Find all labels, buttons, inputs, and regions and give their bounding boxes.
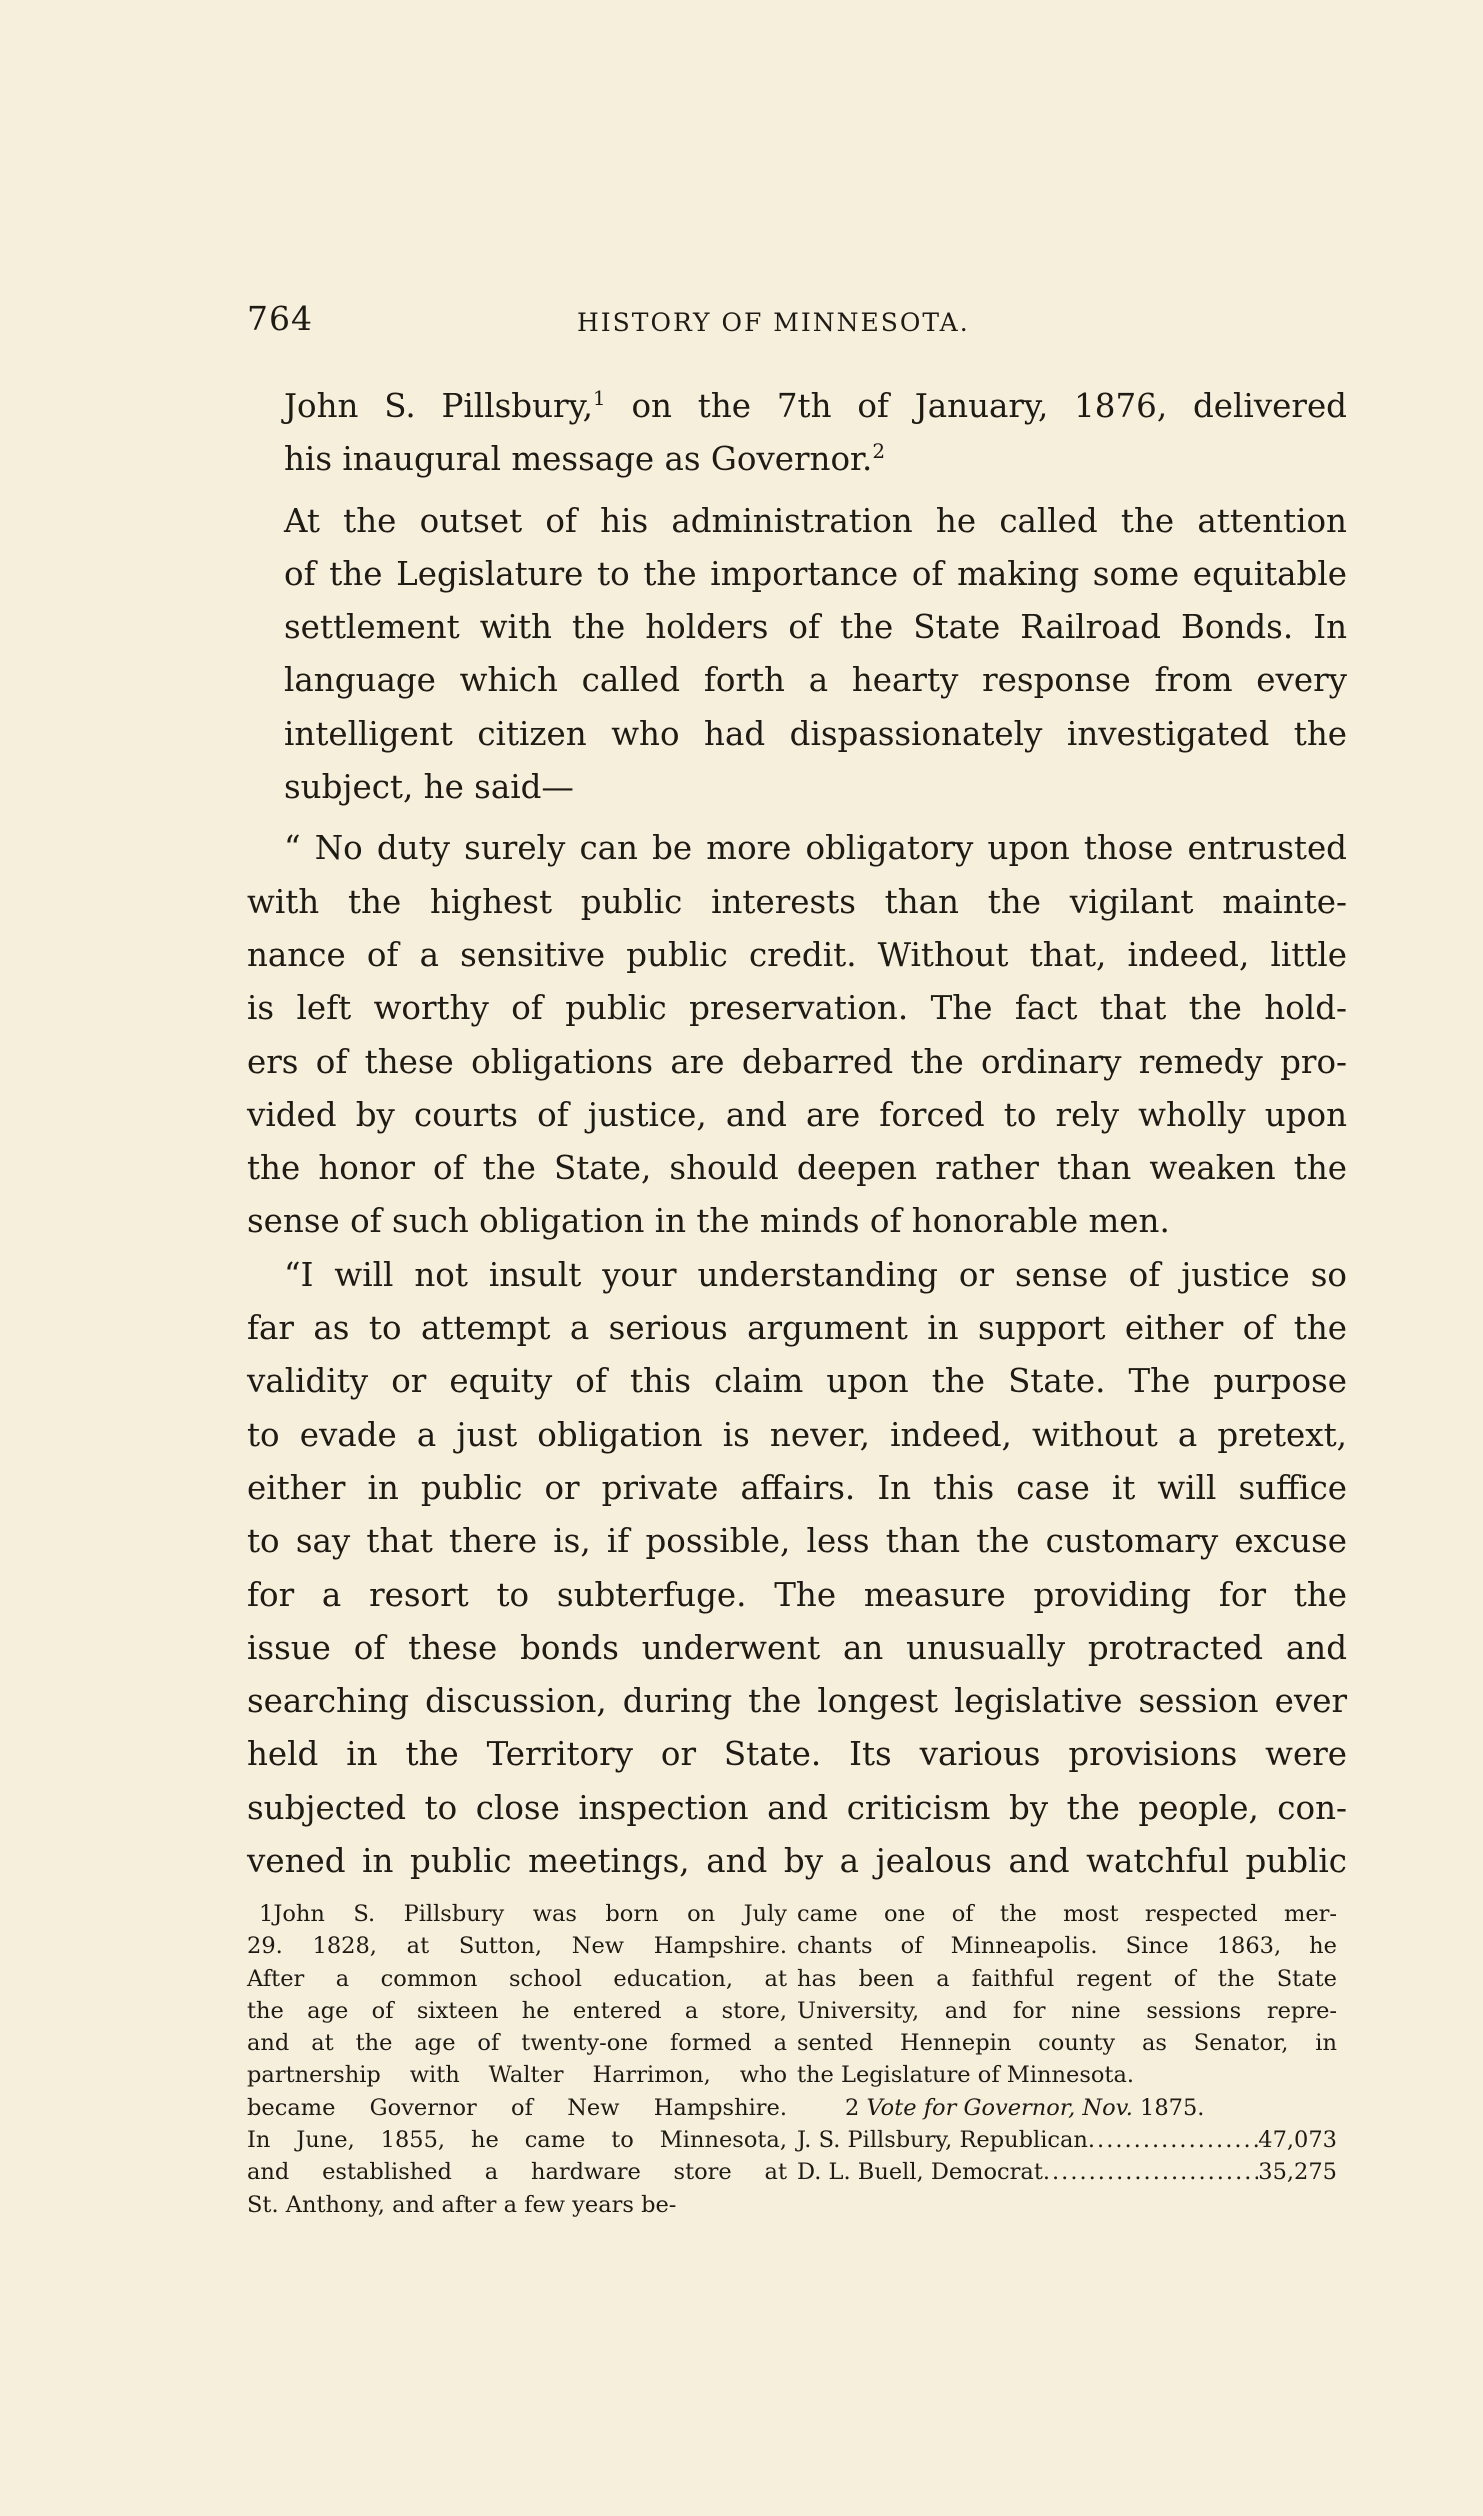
- text-line: is left worthy of public preservation. The fact that the hold-: [247, 989, 1347, 1028]
- footnote-year: 1875.: [1140, 2094, 1205, 2121]
- text-line: [247, 433, 1347, 486]
- text-line: “ No duty surely can be more obligatory upon those entrusted: [284, 829, 1347, 868]
- text-line: “I will not insult your understanding or sense of justice so: [284, 1255, 1347, 1294]
- vote-count: 47,073: [1258, 2127, 1337, 2154]
- footnote-line: 29. 1828, at Sutton, New Hampshire.: [247, 1933, 787, 1960]
- text-line: either in public or private affairs. In this case it will suffice: [247, 1468, 1347, 1507]
- text-line: the honor of the State, should deepen rather than weaken the: [247, 1149, 1347, 1188]
- footnote-line: has been a faithful regent of the State: [797, 1965, 1337, 1992]
- text-line: to evade a just obligation is never, indeed, without a pretext,: [247, 1415, 1347, 1454]
- text-span: John S. Pillsbury,: [284, 387, 593, 425]
- text-line: intelligent citizen who had dispassionately investigated the: [284, 714, 1347, 753]
- text-line: subject, he said—: [284, 768, 574, 807]
- footnote-line: the Legislature of Minnesota.: [797, 2062, 1135, 2089]
- paragraph-4-quote: [247, 1249, 1347, 1889]
- footnote-line: sented Hennepin county as Senator, in: [797, 2030, 1337, 2057]
- leader-dots: [1088, 2124, 1258, 2156]
- candidate-name: D. L. Buell, Democrat: [797, 2159, 1043, 2186]
- footnote-line: St. Anthony, and after a few years be-: [247, 2191, 677, 2218]
- vote-count: 35,275: [1258, 2159, 1337, 2186]
- candidate-name: J. S. Pillsbury, Republican: [797, 2127, 1088, 2154]
- text-line: of the Legislature to the importance of making some equitable: [284, 554, 1347, 593]
- page-number: 764: [247, 299, 313, 338]
- text-line: vided by courts of justice, and are forced to rely wholly upon: [247, 1095, 1347, 1134]
- footnote-line: and established a hardware store at: [247, 2159, 787, 2186]
- running-title: HISTORY OF MINNESOTA.: [577, 308, 970, 337]
- footnote-number: 2: [845, 2094, 860, 2121]
- footnote-line: partnership with Walter Harrimon, who: [247, 2062, 787, 2089]
- text-line: subjected to close inspection and criticism by the people, con-: [247, 1788, 1347, 1827]
- footnote-line: chants of Minneapolis. Since 1863, he: [797, 1933, 1337, 1960]
- footnote-2-heading: [797, 2092, 1337, 2124]
- text-line: nance of a sensitive public credit. Without that, indeed, little: [247, 935, 1347, 974]
- text-line: validity or equity of this claim upon the State. The purpose: [247, 1362, 1347, 1401]
- text-line: searching discussion, during the longest legislative session ever: [247, 1682, 1347, 1721]
- paragraph-1: [247, 380, 1347, 487]
- footnote-line: In June, 1855, he came to Minnesota,: [247, 2127, 787, 2154]
- body-text: [247, 380, 1347, 1888]
- vote-row: [797, 2124, 1337, 2156]
- text-line: settlement with the holders of the State Railroad Bonds. In: [284, 608, 1347, 647]
- footnote-line: After a common school education, at: [247, 1965, 787, 1992]
- text-span: on the 7th of January, 1876, delivered: [605, 387, 1347, 425]
- footnote-line: and at the age of twenty-one formed a: [247, 2030, 787, 2057]
- paragraph-3-quote: [247, 822, 1347, 1248]
- footnote-ref-1: 1: [592, 386, 606, 411]
- text-line: for a resort to subterfuge. The measure providing for the: [247, 1575, 1347, 1614]
- text-line: held in the Territory or State. Its various provisions were: [247, 1735, 1347, 1774]
- footnote-line: the age of sixteen he entered a store,: [247, 1997, 787, 2024]
- text-line: [247, 380, 1347, 433]
- text-line: to say that there is, if possible, less than the customary excuse: [247, 1522, 1347, 1561]
- text-line: ers of these obligations are debarred the ordinary remedy pro-: [247, 1042, 1347, 1081]
- footnote-line: became Governor of New Hampshire.: [247, 2094, 787, 2121]
- footnote-column-right: [797, 1898, 1337, 2189]
- footnote-line: University, and for nine sessions repre-: [797, 1997, 1337, 2024]
- text-line: At the outset of his administration he called the attention: [284, 501, 1347, 540]
- leader-dots: [1043, 2156, 1258, 2188]
- text-line: sense of such obligation in the minds of honorable men.: [247, 1202, 1170, 1241]
- running-head: [247, 296, 1347, 342]
- footnote-title: Vote for Governor, Nov.: [866, 2094, 1133, 2121]
- footnote-line: 1John S. Pillsbury was born on July: [259, 1901, 787, 1927]
- text-line: far as to attempt a serious argument in support either of the: [247, 1309, 1347, 1348]
- text-span: his inaugural message as Governor.: [284, 440, 873, 479]
- text-line: with the highest public interests than the vigilant mainte-: [247, 882, 1347, 921]
- text-line: issue of these bonds underwent an unusually protracted and: [247, 1628, 1347, 1667]
- footnote-column-left: [247, 1898, 787, 2221]
- vote-row: [797, 2156, 1337, 2188]
- text-line: vened in public meetings, and by a jealous and watchful public: [247, 1842, 1347, 1881]
- footnote-ref-2: 2: [872, 439, 886, 464]
- text-line: language which called forth a hearty response from every: [284, 661, 1347, 700]
- paragraph-2: [247, 495, 1347, 815]
- footnote-line: came one of the most respected mer-: [797, 1901, 1337, 1927]
